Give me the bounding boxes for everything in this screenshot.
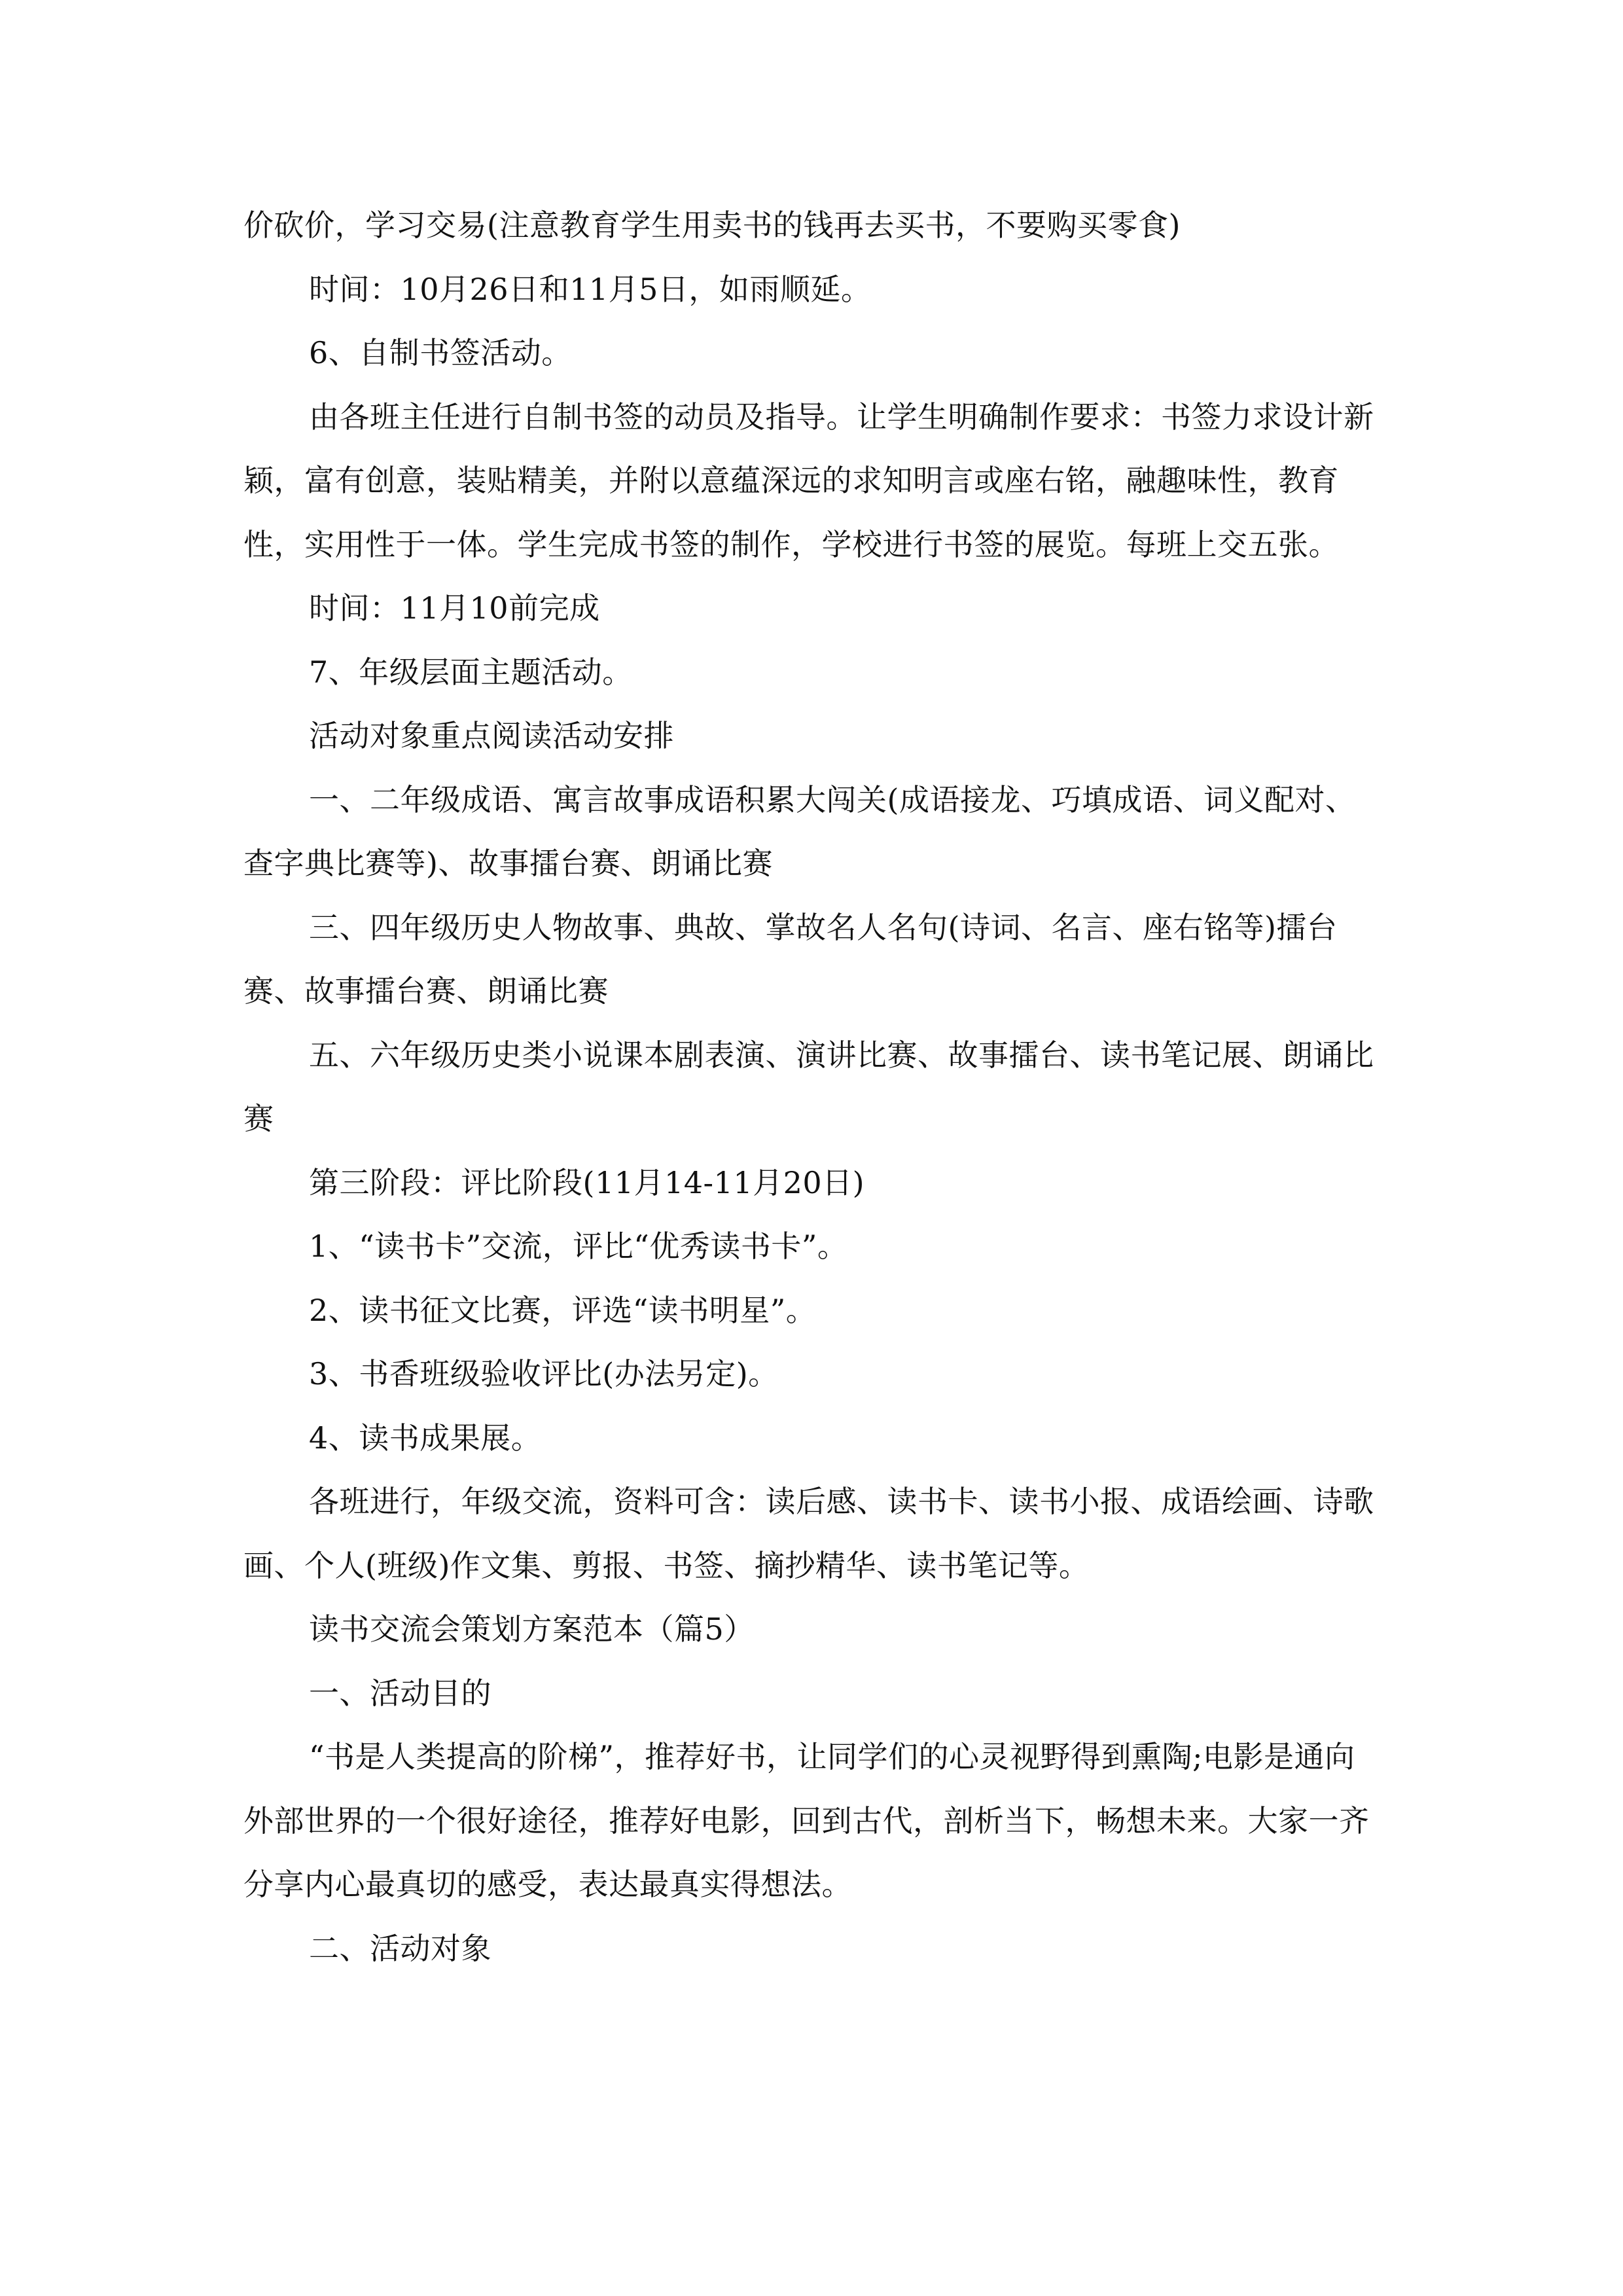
- paragraph-reading-arrangement-heading: 活动对象重点阅读活动安排: [309, 718, 674, 753]
- paragraph-plan-title-part5: 读书交流会策划方案范本（篇5）: [309, 1611, 755, 1647]
- paragraph-achievement-exhibition: 4、读书成果展。: [309, 1420, 542, 1456]
- paragraph-grades-one-two: 一、二年级成语、寓言故事成语积累大闯关(成语接龙、巧填成语、词义配对、查字典比赛等)、故事擂台赛、朗诵比赛: [243, 781, 1356, 881]
- paragraph-class-evaluation: 3、书香班级验收评比(办法另定)。: [309, 1356, 779, 1391]
- paragraph-class-exchange-materials: 各班进行，年级交流，资料可含：读后感、读书卡、读书小报、成语绘画、诗歌画、个人(班级)作文集、剪报、书签、摘抄精华、读书笔记等。: [243, 1484, 1374, 1583]
- paragraph-grades-five-six: 五、六年级历史类小说课本剧表演、演讲比赛、故事擂台、读书笔记展、朗诵比赛: [243, 1037, 1374, 1136]
- paragraph-activity-purpose-body: “书是人类提高的阶梯”，推荐好书，让同学们的心灵视野得到熏陶;电影是通向外部世界的一个很好途径，推荐好电影，回到古代，剖析当下，畅想未来。大家一齐分享内心最真切的感受，表达最真实得想法。: [243, 1739, 1370, 1902]
- paragraph-reading-card-exchange: 1、“读书卡”交流，评比“优秀读书卡”。: [309, 1229, 848, 1264]
- document-body: [243, 194, 1382, 1981]
- paragraph-market-time: 时间：10月26日和11月5日，如雨顺延。: [309, 271, 872, 307]
- paragraph-stage-three-heading: 第三阶段：评比阶段(11月14-11月20日): [309, 1164, 865, 1200]
- paragraph-bookmark-instructions: 由各班主任进行自制书签的动员及指导。让学生明确制作要求：书签力求设计新颖，富有创意，装贴精美，并附以意蕴深远的求知明言或座右铭，融趣味性，教育性，实用性于一体。学生完成书签的制作，学校进行书签的展览。每班上交五张。: [243, 399, 1374, 562]
- paragraph-bookmark-deadline: 时间：11月10前完成: [309, 590, 600, 626]
- paragraph-grades-three-four: 三、四年级历史人物故事、典故、掌故名人名句(诗词、名言、座右铭等)擂台赛、故事擂台赛、朗诵比赛: [243, 909, 1338, 1009]
- paragraph-essay-contest: 2、读书征文比赛，评选“读书明星”。: [309, 1292, 817, 1328]
- paragraph-grade-theme-activity: 7、年级层面主题活动。: [309, 654, 633, 690]
- paragraph-activity-purpose-heading: 一、活动目的: [309, 1675, 491, 1711]
- paragraph-activity-target-heading: 二、活动对象: [309, 1930, 491, 1966]
- paragraph-bookmark-activity: 6、自制书签活动。: [309, 335, 572, 370]
- paragraph-book-bargain-continuation: 价砍价，学习交易(注意教育学生用卖书的钱再去买书，不要购买零食): [243, 207, 1181, 243]
